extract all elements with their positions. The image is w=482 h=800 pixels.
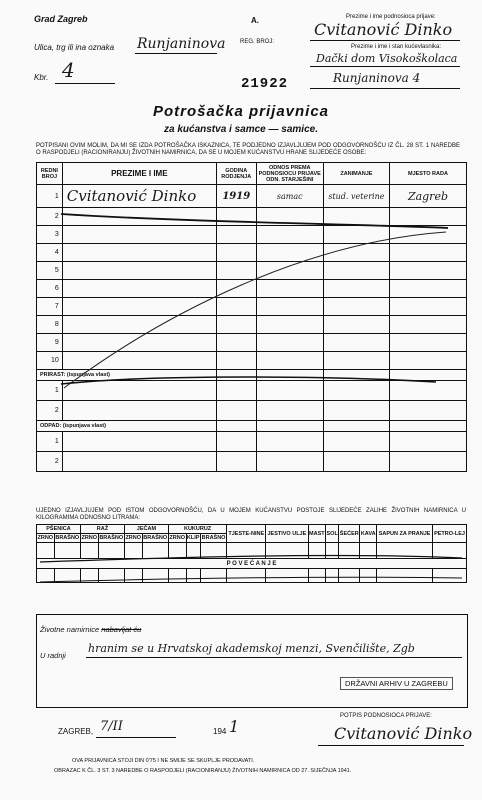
notes-label-line2: U radnji: [40, 651, 66, 660]
notes-label-struck: nabavljat ću: [101, 625, 142, 634]
city-label: Grad Zagreb: [34, 14, 88, 24]
owner-underline-2: [310, 88, 460, 89]
cancel-strokes: [36, 162, 467, 402]
street-value: Runjaninova: [137, 36, 226, 52]
form-title: Potrošačka prijavnica: [152, 103, 330, 120]
subcol-header: BRAŠNO: [55, 535, 80, 541]
row-number: 7: [37, 298, 63, 316]
subcol-header: BRAŠNO: [143, 535, 168, 541]
notes-underline: [86, 657, 462, 658]
col-header-petroleum: PETRO-LEJ: [433, 525, 467, 543]
col-header-name: PREZIME I IME: [62, 163, 216, 185]
row-number: 2: [37, 401, 63, 421]
col-header-lard: MAST: [308, 525, 326, 543]
col-header-year: GODINA RODJENJA: [216, 163, 256, 185]
notes-label-prefix: Životne namirnice: [40, 625, 100, 634]
house-value: 4: [62, 58, 75, 82]
form-letter: A.: [251, 16, 259, 25]
row-number: 1: [37, 432, 63, 452]
col-header-sugar: ŠEĆER: [339, 525, 360, 543]
col-header-place: MJESTO RADA: [389, 163, 466, 185]
owner-value: Dački dom Visokoškolaca: [316, 52, 458, 65]
owner-address: Runjaninova 4: [333, 71, 421, 85]
group-header: KUKURUZ: [168, 525, 226, 534]
table-row: [37, 432, 467, 452]
footer-disclaimer-1: OVA PRIJAVNICA STOJI DIN 0'75 I NE SMIJE SE SKUPLJE PRODAVATI.: [72, 758, 255, 764]
col-header-salt: SOL: [326, 525, 339, 543]
archive-stamp: DRŽAVNI ARHIV U ZAGREBU: [340, 677, 453, 690]
row-number: 5: [37, 262, 63, 280]
col-header-soap: SAPUN ZA PRANJE: [377, 525, 433, 543]
table-row: [37, 401, 467, 421]
reg-number: 21922: [241, 76, 289, 92]
supplies-intro: UJEDNO IZJAVLJUJEM POD ISTOM ODGOVORNOŠĆU, DA U MOJEM KUĆANSTVU POSTOJE SLIJEDEĆE ZALIHE ŽIVOTNIH NAMIRNICA U KILOGRAMIMA ODNOSNO LITRAMA:: [36, 508, 466, 521]
signature-label: POTPIS PODNOSIOCA PRIJAVE:: [340, 713, 432, 719]
col-header-relation: ODNOS PREMA PODNOSIOCU PRIJAVE ODN. STARJEŠINI: [256, 163, 323, 185]
subcol-header: ZRNO: [81, 535, 98, 541]
applicant-underline: [310, 40, 460, 41]
row-number: 1: [37, 381, 63, 401]
prirast-label: PRIRAST: (ispunjava vlast): [37, 370, 217, 381]
row-number: 6: [37, 280, 63, 298]
col-header-coffee: KAVA: [360, 525, 377, 543]
person-year: 1919: [216, 185, 256, 208]
owner-label: Prezime i ime i stan kućevlasnika:: [351, 44, 442, 50]
notes-label: [40, 625, 141, 634]
row-number: 4: [37, 244, 63, 262]
footer-place: ZAGREB,: [58, 727, 94, 736]
odpad-label: ODPAD: (ispunjava vlast): [37, 421, 217, 432]
group-header: JEČAM: [124, 525, 168, 534]
supplies-cancel-strokes: [36, 548, 467, 588]
intro-text: POTPISANI OVIM MOLIM, DA MI SE IZDA POTROŠAČKA ISKAZNICA, TE PODJEDNO IZJAVLJUJEM POD ODGOVORNOŠĆU IZ ČL. 28 ST. 1 NAREDBE O RASPODJELI (RACIONIRANJU) ŽIVOTNIH NAMIRNICA, DA SE U MOJEM KUĆANSTVU HRANE SLIJEDEĆE OSOBE:: [36, 143, 460, 156]
reg-label: REG. BROJ:: [240, 39, 275, 45]
notes-handwritten: hranim se u Hrvatskoj akademskoj menzi, Svenčilište, Zgb: [88, 642, 415, 655]
col-header-no: REDNI BROJ: [37, 163, 63, 185]
subcol-header: ZRNO: [125, 535, 142, 541]
house-underline: [55, 83, 115, 84]
col-header-oil: JESTIVO ULJE: [266, 525, 308, 543]
signature: Cvitanović Dinko: [334, 724, 473, 743]
owner-underline-1: [310, 66, 460, 67]
applicant-value: Cvitanović Dinko: [314, 20, 453, 39]
col-header-pasta: TJESTE-NINE: [227, 525, 266, 543]
row-number: 3: [37, 226, 63, 244]
person-name: Cvitanović Dinko: [62, 185, 216, 208]
row-number: 9: [37, 334, 63, 352]
subcol-header: ZRNO: [37, 535, 54, 541]
odpad-label-row: [37, 421, 467, 432]
footer-year-prefix: 194: [213, 727, 227, 736]
person-relation: samac: [256, 185, 323, 208]
subcol-header: ZRNO: [169, 535, 185, 541]
footer-disclaimer-2: OBRAZAC K ČL. 3 ST. 3 NAREDBE O RASPODJELI (RACIONIRANJU) ŽIVOTNIH NAMIRNICA OD 27. SIJEČNJA 1941.: [54, 768, 352, 774]
signature-underline: [318, 745, 464, 746]
row-number: 10: [37, 352, 63, 370]
subcol-header: KLIP: [186, 535, 200, 541]
person-place: Zagreb: [389, 185, 466, 208]
footer-year-digit: 1: [229, 717, 240, 736]
form-subtitle: za kućanstva i samce — samice.: [164, 124, 318, 135]
row-number: 8: [37, 316, 63, 334]
person-job: stud. veterine: [323, 185, 389, 208]
street-underline: [135, 53, 217, 54]
footer-date-underline: [96, 737, 176, 738]
footer-day: 7/II: [100, 719, 123, 734]
street-label: Ulica, trg ili ina oznaka: [34, 43, 115, 52]
subcol-header: BRAŠNO: [99, 535, 124, 541]
table-row: [37, 452, 467, 472]
applicant-label: Prezime i ime podnosioca prijave:: [346, 14, 436, 20]
house-label: Kbr.: [34, 73, 49, 82]
row-number: 1: [37, 185, 63, 208]
group-header: RAŽ: [80, 525, 124, 534]
subcol-header: BRAŠNO: [201, 535, 226, 541]
povecanje-label: P O V E Ć A N J E: [37, 559, 467, 569]
row-number: 2: [37, 208, 63, 226]
col-header-job: ZANIMANJE: [323, 163, 389, 185]
group-header: PŠENICA: [37, 525, 81, 534]
row-number: 2: [37, 452, 63, 472]
